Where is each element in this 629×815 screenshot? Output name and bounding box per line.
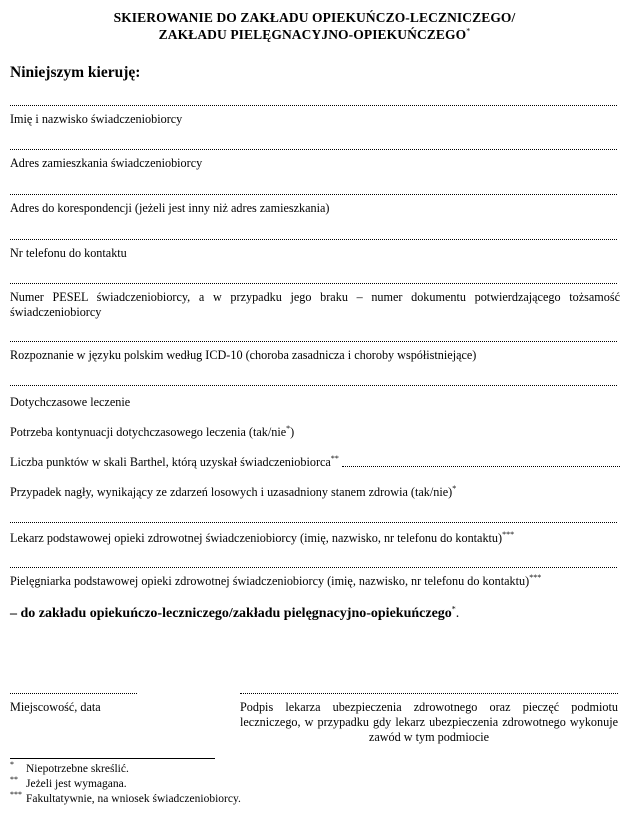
barthel-row: [10, 455, 620, 470]
treatment-input-line[interactable]: [10, 385, 617, 386]
continuation-text: Potrzeba kontynuacji dotychczasowego leczenia (tak/nie: [10, 425, 287, 439]
title-line-2-text: ZAKŁADU PIELĘGNACYJNO-OPIEKUŃCZEGO: [158, 27, 467, 42]
diagnosis-input-line[interactable]: [10, 341, 617, 342]
phone-input-line[interactable]: [10, 239, 617, 240]
diagnosis-label: Rozpoznanie w języku polskim według ICD-10 (choroba zasadnicza i choroby współistniejące): [10, 348, 477, 362]
name-label: Imię i nazwisko świadczeniobiorcy: [10, 112, 183, 126]
emergency-text: Przypadek nagły, wynikający ze zdarzeń losowych i uzasadniony stanem zdrowia (tak/nie): [10, 485, 453, 499]
continuation-mark: *: [286, 423, 291, 433]
barthel-label: [10, 455, 339, 470]
footnote-2: ** Jeżeli jest wymagana.: [10, 775, 127, 790]
referral-destination-text: – do zakładu opiekuńczo-leczniczego/zakładu pielęgnacyjno-opiekuńczego: [10, 606, 452, 621]
barthel-text: Liczba punktów w skali Barthel, którą uzyskał świadczeniobiorca: [10, 455, 331, 469]
nurse-text: Pielęgniarka podstawowej opieki zdrowotnej świadczeniobiorcy (imię, nazwisko, nr telefonu do kontaktu): [10, 574, 530, 588]
footnote-2-text: Jeżeli jest wymagana.: [26, 778, 127, 790]
nurse-mark: ***: [529, 572, 542, 582]
title-footnote-mark: *: [466, 26, 471, 36]
footnote-1: * Niepotrzebne skreślić.: [10, 760, 129, 775]
footnote-3-text: Fakultatywnie, na wniosek świadczeniobiorcy.: [26, 793, 241, 805]
place-date-label: Miejscowość, data: [10, 700, 101, 714]
doctor-input-line[interactable]: [10, 522, 617, 523]
nurse-label: [10, 574, 620, 589]
barthel-input-line[interactable]: [342, 466, 620, 467]
pesel-input-line[interactable]: [10, 283, 617, 284]
footnote-1-text: Niepotrzebne skreślić.: [26, 763, 129, 775]
doctor-text: Lekarz podstawowej opieki zdrowotnej świadczeniobiorcy (imię, nazwisko, nr telefonu do kontaktu): [10, 531, 503, 545]
correspondence-label: Adres do korespondencji (jeżeli jest inny niż adres zamieszkania): [10, 201, 330, 215]
treatment-label: Dotychczasowe leczenie: [10, 395, 131, 409]
name-input-line[interactable]: [10, 105, 617, 106]
phone-label: Nr telefonu do kontaktu: [10, 246, 127, 260]
continuation-label: [10, 425, 620, 440]
referral-destination: [10, 606, 459, 622]
title-line-1: SKIEROWANIE DO ZAKŁADU OPIEKUŃCZO-LECZNICZEGO/: [113, 10, 516, 25]
pesel-label: Numer PESEL świadczeniobiorcy, a w przypadku jego braku – numer dokumentu potwierdzającego tożsamość świadczeniobiorcy: [10, 290, 620, 319]
signature-label: Podpis lekarza ubezpieczenia zdrowotnego oraz pieczęć podmiotu leczniczego, w przypadku gdy lekarz ubezpieczenia zdrowotnego wykonuje zawód w tym podmiocie: [240, 700, 618, 744]
emergency-label: [10, 485, 620, 500]
emergency-mark: *: [452, 483, 457, 493]
doctor-mark: ***: [502, 529, 515, 539]
title-line-2: [0, 27, 629, 43]
referral-destination-end: .: [455, 606, 460, 621]
signature-input-line[interactable]: [240, 693, 618, 694]
referral-destination-mark: *: [451, 604, 456, 614]
continuation-end: ): [290, 425, 295, 439]
doctor-label: [10, 531, 620, 546]
footnote-3: *** Fakultatywnie, na wniosek świadczeniobiorcy.: [10, 790, 241, 805]
address-input-line[interactable]: [10, 149, 617, 150]
address-label: Adres zamieszkania świadczeniobiorcy: [10, 156, 203, 170]
place-date-input-line[interactable]: [10, 693, 137, 694]
barthel-mark: **: [330, 453, 339, 463]
section-heading: Niniejszym kieruję:: [10, 64, 141, 81]
footnote-divider: [10, 758, 215, 759]
correspondence-input-line[interactable]: [10, 194, 617, 195]
nurse-input-line[interactable]: [10, 567, 617, 568]
